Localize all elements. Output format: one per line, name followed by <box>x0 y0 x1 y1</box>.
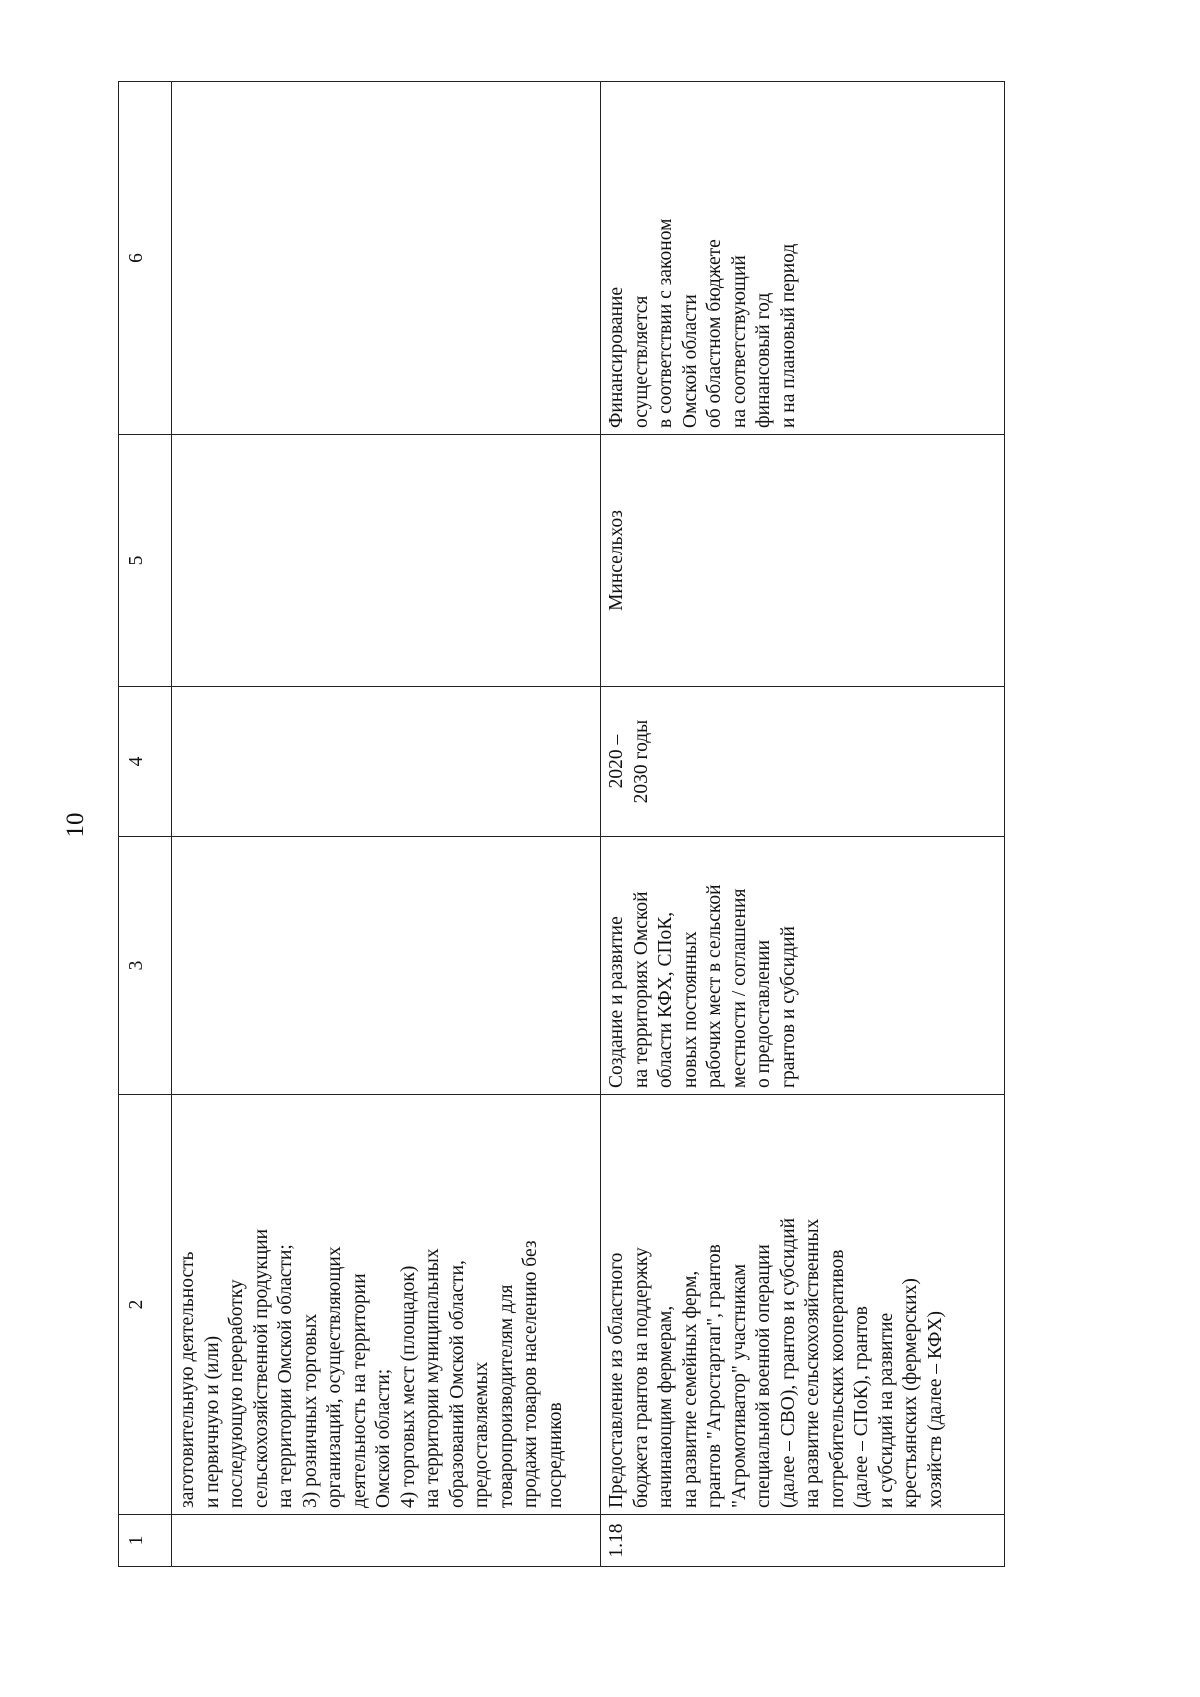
table-row <box>172 82 601 1567</box>
period-cell <box>601 687 1005 837</box>
text-line: и на плановый период <box>777 243 799 428</box>
text-line: в соответствии с законом <box>655 218 676 428</box>
text-line: области КФХ, СПоК, <box>655 911 676 1088</box>
text-line: 4) торговых мест (площадок) <box>397 1265 419 1508</box>
text-line: (далее – СПоК), грантов <box>851 1306 872 1508</box>
text-line: специальной военной операции <box>753 1244 774 1508</box>
text-line: бюджета грантов на поддержку <box>630 1247 652 1508</box>
text-line: деятельность на территории <box>348 1273 370 1508</box>
text-line: новых постоянных <box>679 931 701 1088</box>
executor-cell <box>172 435 601 687</box>
text-line: на территории муниципальных <box>422 1248 443 1508</box>
text-line: крестьянских (фермерских) <box>900 1278 921 1508</box>
result-cell <box>601 837 1005 1095</box>
text-line: последующую переработку <box>226 1279 247 1508</box>
financing-cell <box>601 82 1005 435</box>
text-line: о предоставлении <box>753 939 774 1088</box>
page-number: 10 <box>62 812 89 838</box>
text-line: на развитие семейных ферм, <box>679 1270 701 1508</box>
row-number-cell <box>172 1515 601 1567</box>
text-line: рабочих мест в сельской <box>704 884 725 1088</box>
text-line: осуществляется <box>630 295 652 428</box>
text-line: Омской области <box>679 294 701 428</box>
text-line: товаропроизводителям для <box>495 1284 517 1508</box>
table-header-row <box>119 82 172 1567</box>
text-line: на развитие сельскохозяйственных <box>802 1218 823 1508</box>
text-line: (далее – СВО), грантов и субсидий <box>777 1217 799 1508</box>
header-col-3: 3 <box>119 837 172 1095</box>
measures-table <box>118 81 1005 1567</box>
text-line: грантов "Агростартап", грантов <box>704 1244 725 1508</box>
text-line: Омской области; <box>373 1368 394 1508</box>
text-line: заготовительную деятельность <box>177 1251 198 1508</box>
header-col-2: 2 <box>119 1095 172 1515</box>
measure-name-cell <box>601 1095 1005 1515</box>
result-cell <box>172 837 601 1095</box>
document-table-container <box>118 82 1048 1567</box>
text-line: Финансирование <box>606 286 627 428</box>
text-line: 2020 – <box>606 734 627 789</box>
text-line: финансовый год <box>753 292 774 428</box>
text-line: грантов и субсидий <box>777 926 799 1088</box>
text-line: сельскохозяйственной продукции <box>250 1228 272 1508</box>
text-line: на территориях Омской <box>630 891 652 1088</box>
text-line: посредников <box>544 1402 566 1508</box>
financing-cell <box>172 82 601 435</box>
executor-cell: Минсельхоз <box>601 435 1005 687</box>
text-line: и первичную и (или) <box>201 1335 223 1508</box>
text-line: потребительских кооперативов <box>826 1249 848 1508</box>
header-col-1: 1 <box>119 1515 172 1567</box>
text-line: предоставляемых <box>471 1361 492 1508</box>
text-line: 3) розничных торговых <box>299 1313 321 1508</box>
header-col-6: 6 <box>119 82 172 435</box>
period-cell <box>172 687 601 837</box>
text-line: начинающим фермерам, <box>655 1305 676 1508</box>
text-line: 2030 годы <box>630 719 652 804</box>
text-line: продажи товаров населению без <box>520 1240 541 1508</box>
text-line: и субсидий на развитие <box>875 1312 897 1508</box>
row-number-cell: 1.18 <box>601 1515 1005 1567</box>
text-line: об областном бюджете <box>704 239 725 428</box>
text-line: хозяйств (далее – КФХ) <box>924 1310 946 1508</box>
text-line: "Агромотиватор" участникам <box>728 1263 750 1508</box>
header-col-4: 4 <box>119 687 172 837</box>
text-line: местности / соглашения <box>728 888 750 1088</box>
text-line: Предоставление из областного <box>606 1252 627 1508</box>
text-line: на территории Омской области; <box>275 1244 296 1508</box>
text-line: на соответствующий <box>728 255 750 428</box>
measure-name-cell <box>172 1095 601 1515</box>
text-line: образований Омской области, <box>446 1260 468 1508</box>
text-line: Создание и развитие <box>606 916 627 1088</box>
text-line: организаций, осуществляющих <box>324 1246 345 1508</box>
table-row <box>601 82 1005 1567</box>
header-col-5: 5 <box>119 435 172 687</box>
